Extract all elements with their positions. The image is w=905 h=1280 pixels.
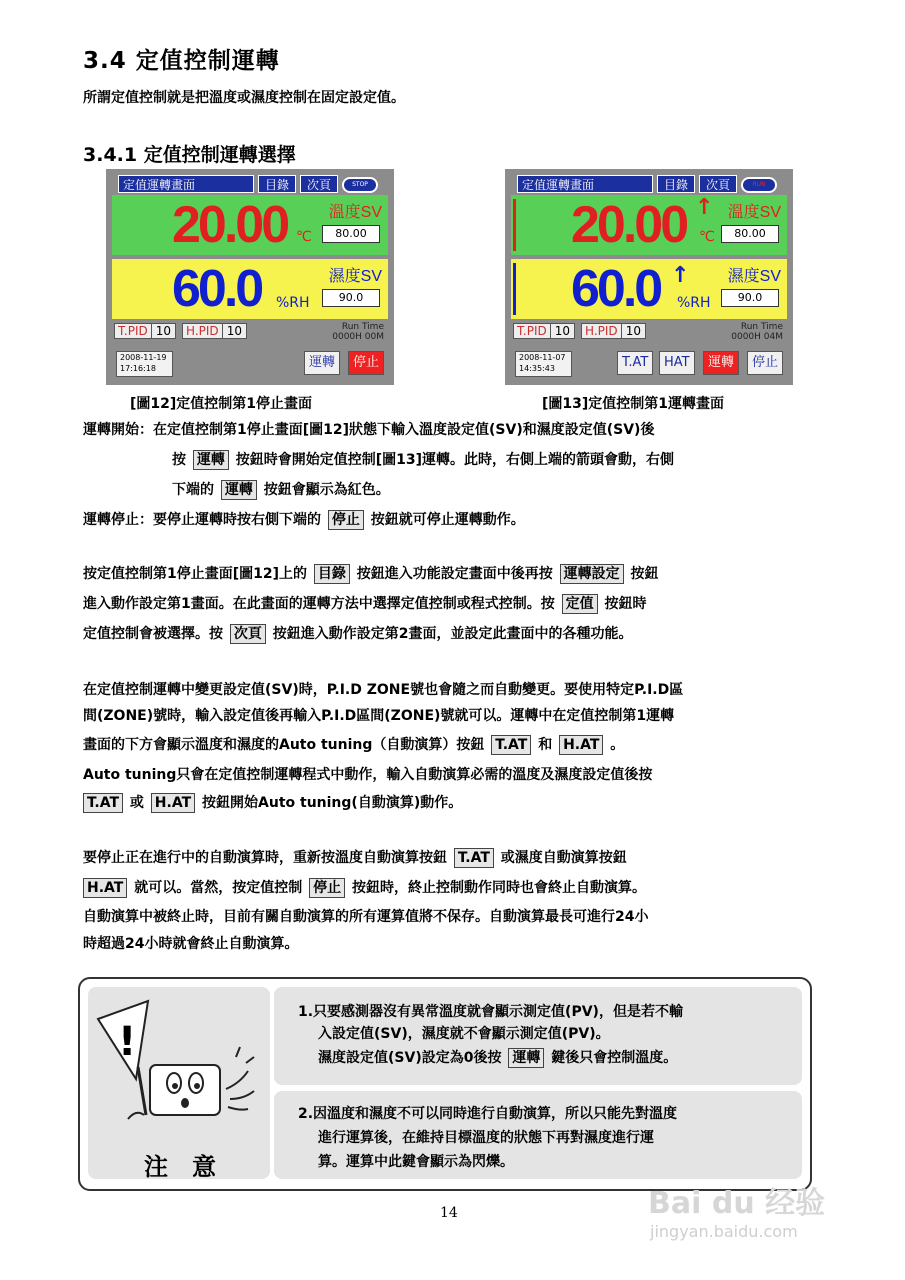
screen-topbar	[118, 175, 378, 193]
para2-line-1	[83, 564, 659, 584]
text: 進入動作設定第1畫面。在此畫面的運轉方法中選擇定值控制或程式控制。按	[83, 596, 555, 612]
temperature-sv-value: 80.00	[721, 225, 779, 243]
run-time-label: Run Time	[341, 322, 384, 332]
temperature-sv-value: 80.00	[322, 225, 380, 243]
run-start-line-3	[172, 480, 390, 500]
humidity-unit: %RH	[677, 295, 711, 311]
datetime	[515, 351, 572, 377]
hpid-value: 10	[226, 324, 242, 338]
text: 下端的	[172, 482, 214, 498]
text: 按定值控制第1停止畫面[圖12]上的	[83, 566, 308, 582]
para4-line-4: 時超過24小時就會終止自動演算。	[83, 936, 299, 952]
tat-key: T.AT	[83, 793, 123, 813]
hpid-field	[581, 323, 646, 339]
tpid-label: T.PID	[514, 324, 551, 338]
humidity-unit: %RH	[276, 295, 310, 311]
subsection-heading: 3.4.1 定值控制運轉選擇	[83, 144, 296, 166]
humidity-indicator-bar	[513, 263, 516, 315]
stop-button: 停止	[747, 351, 783, 375]
watermark-url: jingyan.baidu.com	[650, 1222, 798, 1241]
tat-key: T.AT	[454, 848, 494, 868]
text: 按鈕會顯示為紅色。	[263, 482, 390, 498]
humidity-row	[112, 259, 388, 319]
temperature-pv: 20.00	[172, 196, 288, 254]
para4-line-2	[81, 878, 646, 898]
hat-key: H.AT	[151, 793, 195, 813]
next-page-button: 次頁	[699, 175, 737, 193]
para3-line-3	[83, 735, 624, 755]
tpid-label: T.PID	[115, 324, 152, 338]
next-page-button: 次頁	[300, 175, 338, 193]
para2-line-3	[83, 624, 633, 644]
page-number: 14	[440, 1205, 458, 1221]
text: 定值控制會被選擇。按	[83, 626, 223, 642]
run-setting-key: 運轉設定	[560, 564, 624, 584]
temperature-row	[511, 195, 787, 255]
hpid-value: 10	[625, 324, 641, 338]
fixed-value-key: 定值	[562, 594, 598, 614]
tpid-field	[513, 323, 575, 339]
status-badge: RUN	[741, 177, 777, 193]
pid-row	[513, 323, 646, 339]
notice-label: 注 意	[144, 1153, 216, 1181]
temperature-row	[112, 195, 388, 255]
warning-sign-icon	[88, 987, 270, 1137]
run-key: 運轉	[221, 480, 257, 500]
run-time-value: 0000H 04M	[731, 332, 783, 342]
run-key: 運轉	[508, 1048, 544, 1068]
menu-button: 目錄	[258, 175, 296, 193]
screen-title: 定值運轉畫面	[517, 175, 653, 193]
next-page-key: 次頁	[230, 624, 266, 644]
text: 畫面的下方會顯示溫度和濕度的Auto tuning（自動演算）按鈕	[83, 737, 485, 753]
run-button: 運轉	[703, 351, 739, 375]
text: 要停止正在進行中的自動演算時，重新按溫度自動演算按鈕	[83, 850, 447, 866]
status-badge: STOP	[342, 177, 378, 193]
notice-item-2-line-1: 2.因溫度和濕度不可以同時進行自動演算，所以只能先對溫度	[298, 1106, 678, 1122]
para2-line-2	[83, 594, 647, 614]
svg-text:!: !	[118, 1019, 137, 1065]
text: 按鈕時，終止控制動作同時也會終止自動演算。	[351, 880, 646, 896]
notice-item-1	[274, 987, 802, 1085]
intro-text: 所謂定值控制就是把溫度或濕度控制在固定設定值。	[83, 90, 405, 106]
temperature-unit: ℃	[699, 229, 715, 245]
stop-screen-figure	[106, 169, 394, 385]
run-time	[332, 322, 384, 342]
run-time-value: 0000H 00M	[332, 332, 384, 342]
run-start-line-2	[172, 450, 674, 470]
notice-item-1-line-2: 入設定值(SV)，濕度就不會顯示測定值(PV)。	[318, 1026, 610, 1042]
menu-key: 目錄	[314, 564, 350, 584]
humidity-sv-value: 90.0	[322, 289, 380, 307]
run-key: 運轉	[193, 450, 229, 470]
stop-key: 停止	[309, 878, 345, 898]
para3-line-2: 間(ZONE)號時，輸入設定值後再輸入P.I.D區間(ZONE)號就可以。運轉中在定值控制第1運轉	[83, 708, 675, 724]
run-button: 運轉	[304, 351, 340, 375]
temperature-pv: 20.00	[571, 196, 687, 254]
watermark-logo: Bai du 经验	[648, 1186, 826, 1221]
screen-topbar	[517, 175, 777, 193]
tpid-field	[114, 323, 176, 339]
date-text: 2008-11-19	[120, 353, 167, 362]
notice-illustration-panel	[88, 987, 270, 1179]
humidity-pv: 60.0	[172, 260, 262, 318]
text: 按鈕時	[604, 596, 647, 612]
temperature-sv-label: 溫度SV	[727, 204, 781, 221]
run-time-label: Run Time	[740, 322, 783, 332]
text: 或	[129, 795, 144, 811]
temperature-sv-label: 溫度SV	[328, 204, 382, 221]
figure-12-caption: [圖12]定值控制第1停止畫面	[130, 396, 313, 412]
para4-line-3: 自動演算中被終止時，目前有關自動演算的所有運算值將不保存。自動演算最長可進行24小	[83, 909, 649, 925]
text: 就可以。當然，按定值控制	[134, 880, 303, 896]
hpid-field	[182, 323, 247, 339]
text: 按鈕就可停止運轉動作。	[370, 512, 525, 528]
tat-key: T.AT	[491, 735, 531, 755]
notice-item-2	[274, 1091, 802, 1179]
tpid-value: 10	[155, 324, 172, 338]
menu-button: 目錄	[657, 175, 695, 193]
temperature-indicator-bar	[513, 199, 516, 251]
text: 按鈕進入動作設定第2畫面，並設定此畫面中的各種功能。	[272, 626, 633, 642]
pid-row	[114, 323, 247, 339]
text: 。	[610, 737, 625, 753]
date-text: 2008-11-07	[519, 353, 566, 362]
run-stop-line	[83, 510, 525, 530]
notice-item-1-line-1: 1.只要感測器沒有異常溫度就會顯示測定值(PV)，但是若不輸	[298, 1004, 683, 1020]
humidity-sv-label: 濕度SV	[727, 268, 781, 285]
tpid-value: 10	[554, 324, 571, 338]
hpid-label: H.PID	[183, 324, 223, 338]
para3-line-1: 在定值控制運轉中變更設定值(SV)時，P.I.D ZONE號也會隨之而自動變更。要使用特定P.I.D區	[83, 682, 684, 698]
humidity-up-arrow-icon: ↑	[671, 263, 690, 288]
humidity-row	[511, 259, 787, 319]
text: 按鈕進入功能設定畫面中後再按	[356, 566, 553, 582]
para3-line-4: Auto tuning只會在定值控制運轉程式中動作，輸入自動演算必需的溫度及濕度設定值後按	[83, 767, 653, 783]
humidity-sv-value: 90.0	[721, 289, 779, 307]
figure-13-caption: [圖13]定值控制第1運轉畫面	[542, 396, 725, 412]
time-text: 14:35:43	[519, 364, 555, 373]
notice-box	[78, 977, 812, 1191]
humidity-pv: 60.0	[571, 260, 661, 318]
run-time	[731, 322, 783, 342]
temperature-unit: ℃	[296, 229, 312, 245]
text: 鍵後只會控制溫度。	[551, 1050, 678, 1066]
hpid-label: H.PID	[582, 324, 622, 338]
humidity-sv-label: 濕度SV	[328, 268, 382, 285]
time-text: 17:16:18	[120, 364, 156, 373]
text: 濕度設定值(SV)設定為0後按	[318, 1050, 502, 1066]
hat-key: H.AT	[83, 878, 127, 898]
run-screen-figure	[505, 169, 793, 385]
datetime	[116, 351, 173, 377]
hat-key: H.AT	[559, 735, 603, 755]
stop-key: 停止	[328, 510, 364, 530]
text: 按鈕時會開始定值控制[圖13]運轉。此時，右側上端的箭頭會動，右側	[235, 452, 675, 468]
text: 和	[538, 737, 553, 753]
notice-item-2-line-2: 進行運算後，在維持目標溫度的狀態下再對濕度進行運	[318, 1130, 654, 1146]
notice-item-1-line-3	[318, 1047, 677, 1069]
run-start-line-1: 運轉開始：在定值控制第1停止畫面[圖12]狀態下輸入溫度設定值(SV)和濕度設定值(SV)後	[83, 422, 655, 438]
text: 按鈕開始Auto tuning(自動演算)動作。	[202, 795, 463, 811]
text: 按鈕	[630, 566, 659, 582]
para3-line-5	[81, 793, 462, 813]
text: 按	[172, 452, 186, 468]
section-heading: 3.4 定值控制運轉	[83, 48, 280, 74]
para4-line-1	[83, 848, 627, 868]
hat-button: HAT	[659, 351, 695, 375]
notice-item-2-line-3: 算。運算中此鍵會顯示為閃爍。	[318, 1154, 514, 1170]
stop-button: 停止	[348, 351, 384, 375]
text: 運轉停止：要停止運轉時按右側下端的	[83, 512, 321, 528]
text: 或濕度自動演算按鈕	[500, 850, 627, 866]
temperature-up-arrow-icon: ↑	[695, 195, 714, 220]
screen-title: 定值運轉畫面	[118, 175, 254, 193]
tat-button: T.AT	[617, 351, 653, 375]
